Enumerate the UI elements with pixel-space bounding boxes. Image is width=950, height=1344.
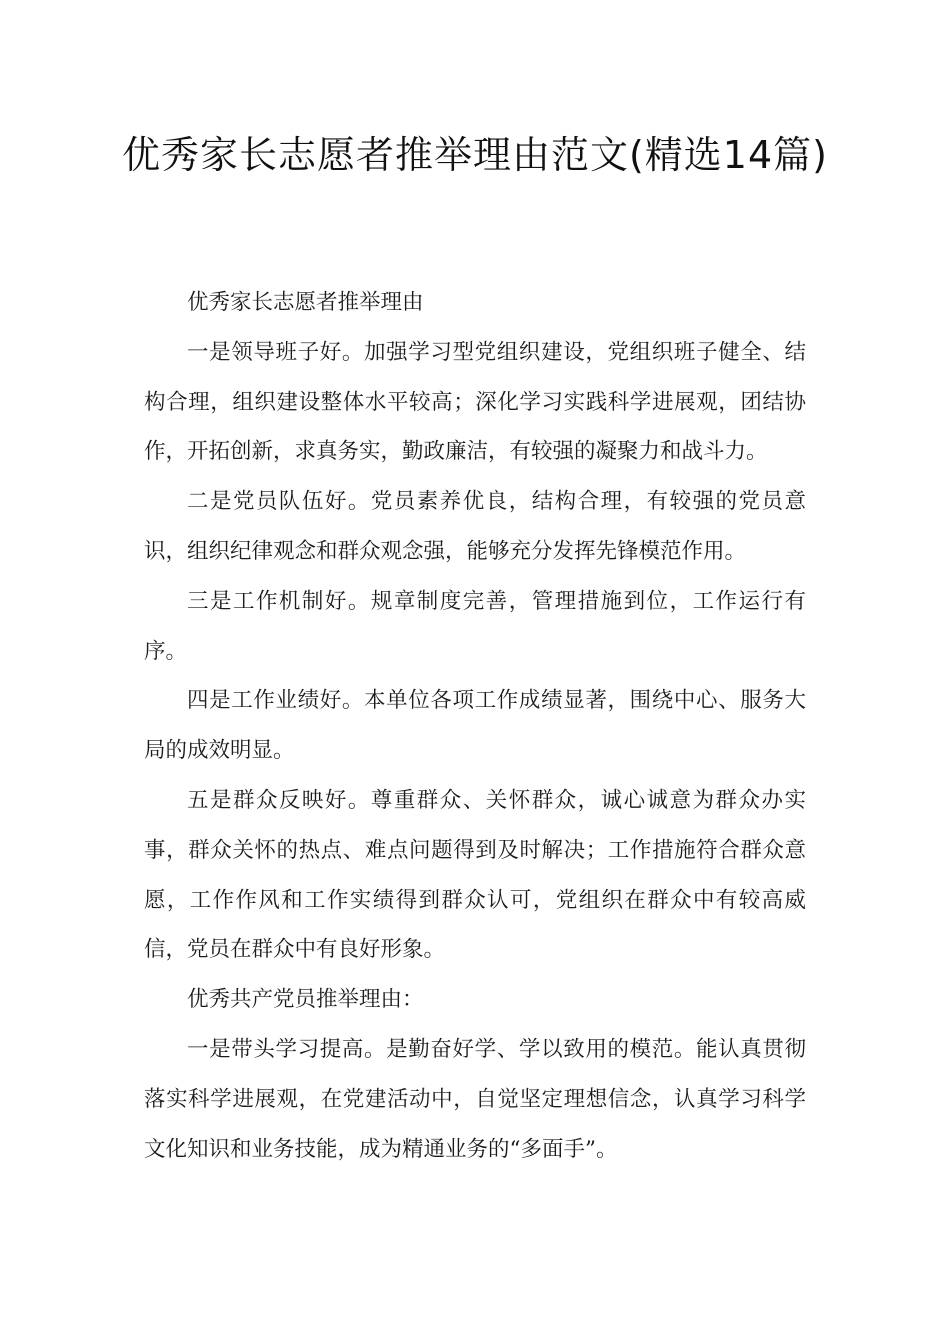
paragraph: 五是群众反映好。尊重群众、关怀群众，诚心诚意为群众办实事，群众关怀的热点、难点问题得到及时解决；工作措施符合群众意愿，工作作风和工作实绩得到群众认可，党组织在群众中有较高威信，党员在群众中有良好形象。 (144, 787, 806, 963)
document-body (144, 278, 806, 1174)
paragraph-heading: 优秀共产党员推举理由： (187, 987, 424, 1013)
paragraph: 二是党员队伍好。党员素养优良，结构合理，有较强的党员意识，组织纪律观念和群众观念强，能够充分发挥先锋模范作用。 (144, 489, 806, 564)
paragraph: 一是带头学习提高。是勤奋好学、学以致用的模范。能认真贯彻落实科学进展观，在党建活动中，自觉坚定理想信念，认真学习科学文化知识和业务技能，成为精通业务的“多面手”。 (144, 1036, 806, 1162)
paragraph: 一是领导班子好。加强学习型党组织建设，党组织班子健全、结构合理，组织建设整体水平较高；深化学习实践科学进展观，团结协作，开拓创新，求真务实，勤政廉洁，有较强的凝聚力和战斗力。 (144, 339, 806, 465)
paragraph-heading: 优秀家长志愿者推举理由 (187, 290, 424, 315)
paragraph: 四是工作业绩好。本单位各项工作成绩显著，围绕中心、服务大局的成效明显。 (144, 688, 806, 764)
paragraph: 三是工作机制好。规章制度完善，管理措施到位，工作运行有序。 (144, 588, 806, 664)
document-title: 优秀家长志愿者推举理由范文(精选14篇) (121, 133, 828, 177)
